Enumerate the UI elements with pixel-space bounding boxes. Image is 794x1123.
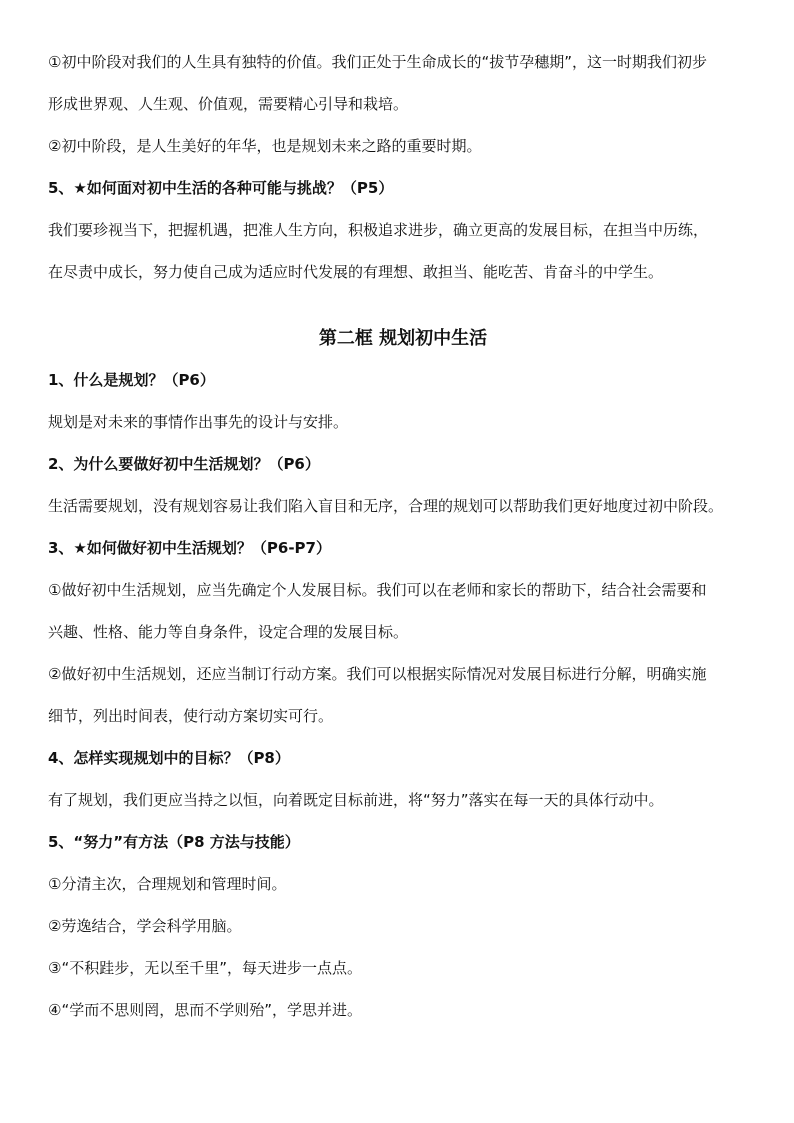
question-3-heading: 3、★如何做好初中生活规划？（P6-P7） bbox=[48, 539, 331, 557]
effort-method-item: ③“不积跬步，无以至千里”，每天进步一点点。 bbox=[48, 959, 362, 977]
question-2-heading: 2、为什么要做好初中生活规划？（P6） bbox=[48, 455, 320, 473]
question-5-challenge-answer-line-2: 在尽责中成长，努力使自己成为适应时代发展的有理想、敢担当、能吃苦、肯奋斗的中学生。 bbox=[48, 263, 664, 281]
section-2-title: 第二框 规划初中生活 bbox=[318, 328, 488, 349]
question-1-answer: 规划是对未来的事情作出事先的设计与安排。 bbox=[48, 413, 349, 431]
effort-method-item: ④“学而不思则罔，思而不学则殆”，学思并进。 bbox=[48, 1001, 362, 1019]
effort-method-item: ②劳逸结合，学会科学用脑。 bbox=[48, 917, 242, 935]
question-3-answer-1-line-2: 兴趣、性格、能力等自身条件，设定合理的发展目标。 bbox=[48, 623, 409, 641]
question-4-heading: 4、怎样实现规划中的目标？（P8） bbox=[48, 749, 290, 767]
intro-paragraph-2: ②初中阶段，是人生美好的年华，也是规划未来之路的重要时期。 bbox=[48, 137, 482, 155]
question-3-answer-2-line-2: 细节，列出时间表，使行动方案切实可行。 bbox=[48, 707, 334, 725]
effort-method-item: ①分清主次，合理规划和管理时间。 bbox=[48, 875, 287, 893]
intro-paragraph-1-line-1: ①初中阶段对我们的人生具有独特的价值。我们正处于生命成长的“拔节孕穗期”，这一时期我们初步 bbox=[48, 53, 707, 71]
question-4-answer: 有了规划，我们更应当持之以恒，向着既定目标前进，将“努力”落实在每一天的具体行动中。 bbox=[48, 791, 664, 809]
intro-paragraph-1-line-2: 形成世界观、人生观、价值观，需要精心引导和栽培。 bbox=[48, 95, 409, 113]
question-5-challenge-answer-line-1: 我们要珍视当下，把握机遇，把准人生方向，积极追求进步，确立更高的发展目标，在担当中历练， bbox=[48, 221, 709, 239]
document-page bbox=[48, 52, 758, 1020]
question-3-answer-1-line-1: ①做好初中生活规划，应当先确定个人发展目标。我们可以在老师和家长的帮助下，结合社会需要和 bbox=[48, 581, 707, 599]
question-5-effort-heading: 5、“努力”有方法（P8 方法与技能） bbox=[48, 833, 300, 851]
question-1-heading: 1、什么是规划？（P6） bbox=[48, 371, 215, 389]
question-3-answer-2-line-1: ②做好初中生活规划，还应当制订行动方案。我们可以根据实际情况对发展目标进行分解，明确实施 bbox=[48, 665, 707, 683]
question-2-answer: 生活需要规划，没有规划容易让我们陷入盲目和无序，合理的规划可以帮助我们更好地度过初中阶段。 bbox=[48, 497, 724, 515]
question-5-challenge-heading: 5、★如何面对初中生活的各种可能与挑战？（P5） bbox=[48, 179, 394, 197]
